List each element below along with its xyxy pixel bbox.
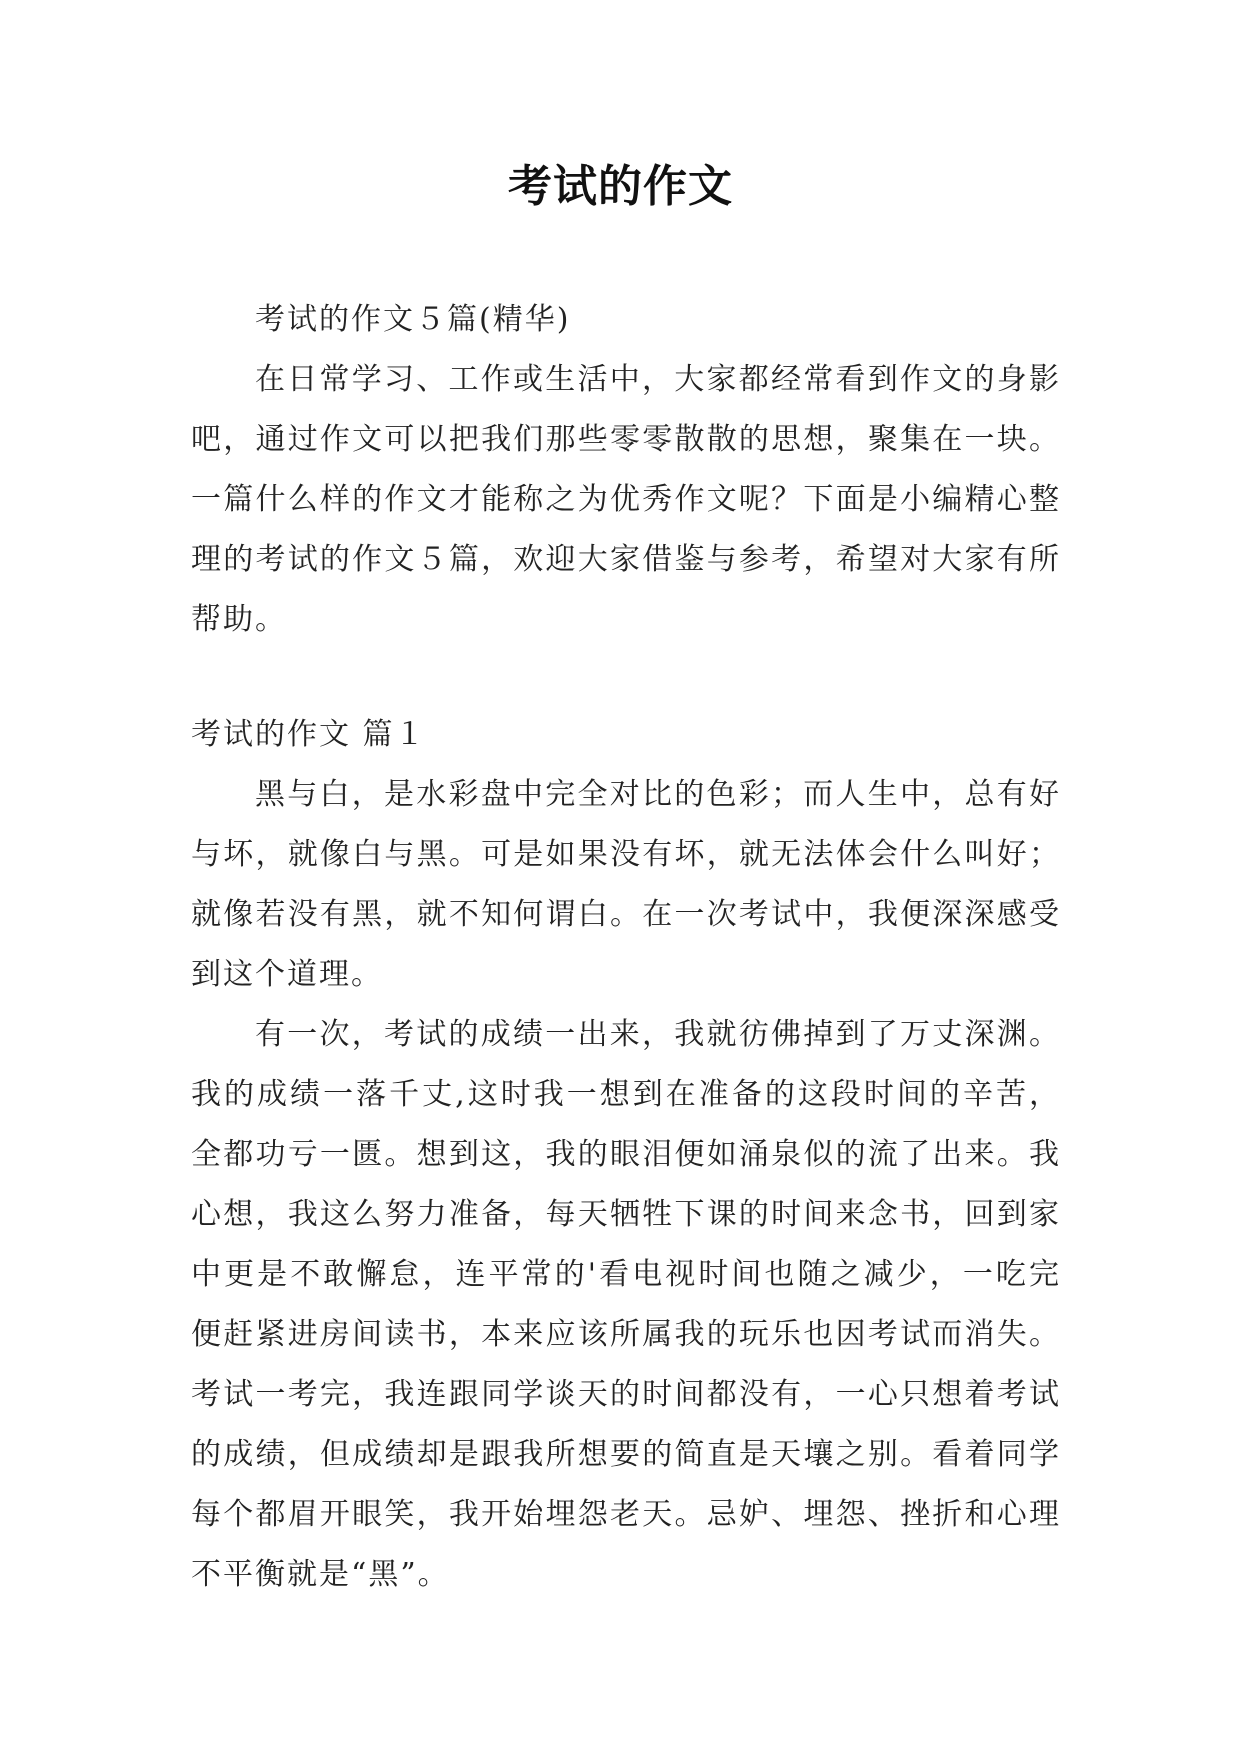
document-title: 考试的作文 — [508, 161, 733, 212]
section-paragraph: 有一次，考试的成绩一出来，我就彷佛掉到了万丈深渊。我的成绩一落千丈,这时我一想到在准备的这段时间的辛苦，全都功亏一匮。想到这，我的眼泪便如涌泉似的流了出来。我心想，我这么努力准备，每天牺牲下课的时间来念书，回到家中更是不敢懈怠，连平常的'看电视时间也随之减少，一吃完便赶紧进房间读书，本来应该所属我的玩乐也因考试而消失。考试一考完，我连跟同学谈天的时间都没有，一心只想着考试的成绩，但成绩却是跟我所想要的简直是天壤之别。看着同学每个都眉开眼笑，我开始埋怨老天。忌妒、埋怨、挫折和心理不平衡就是“黑”。 — [191, 1017, 1061, 1592]
section-heading: 考试的作文 篇１ — [191, 717, 427, 752]
document-subtitle: 考试的作文５篇(精华) — [255, 302, 571, 337]
document-body — [191, 290, 1061, 1605]
intro-paragraph: 在日常学习、工作或生活中，大家都经常看到作文的身影吧，通过作文可以把我们那些零零散散的思想，聚集在一块。一篇什么样的作文才能称之为优秀作文呢？下面是小编精心整理的考试的作文５篇，欢迎大家借鉴与参考，希望对大家有所帮助。 — [191, 362, 1061, 637]
section-paragraph: 黑与白，是水彩盘中完全对比的色彩；而人生中，总有好与坏，就像白与黑。可是如果没有坏，就无法体会什么叫好；就像若没有黑，就不知何谓白。在一次考试中，我便深深感受到这个道理。 — [191, 777, 1061, 992]
